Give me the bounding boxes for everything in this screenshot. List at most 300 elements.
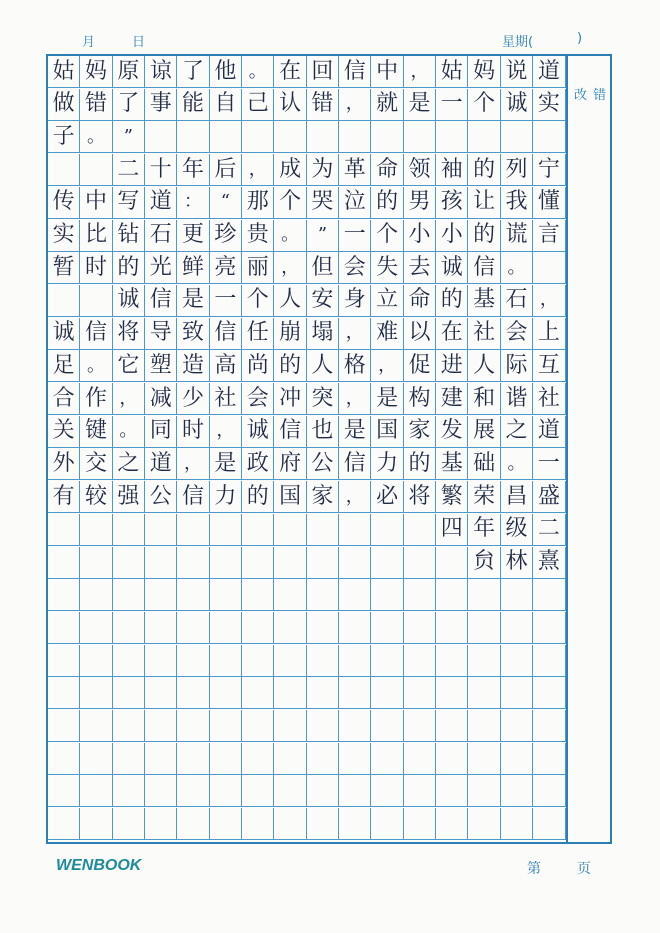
grid-cell: [145, 547, 177, 579]
grid-cell: [80, 285, 112, 317]
grid-cell: 写: [113, 187, 145, 219]
grid-cell: 言: [533, 220, 565, 252]
grid-cell: 一: [210, 285, 242, 317]
grid-cell: [145, 677, 177, 709]
grid-cell: [210, 775, 242, 807]
grid-cell: 谎: [501, 220, 533, 252]
grid-cell: 钻: [113, 220, 145, 252]
grid-cell: 是: [177, 285, 209, 317]
grid-row: [48, 481, 566, 513]
grid-cell: [371, 121, 403, 153]
grid-cell: 力: [210, 481, 242, 513]
grid-cell: [80, 579, 112, 611]
grid-cell: 孩: [436, 187, 468, 219]
grid-cell: 进: [436, 350, 468, 382]
grid-cell: 少: [177, 383, 209, 415]
grid-row: [48, 743, 566, 775]
page-suffix: 页: [577, 861, 591, 877]
grid-cell: 国: [274, 481, 306, 513]
grid-cell: 基: [468, 285, 500, 317]
grid-cell: [404, 743, 436, 775]
grid-cell: [80, 808, 112, 840]
grid-cell: [242, 808, 274, 840]
grid-row: [48, 448, 566, 480]
grid-cell: 石: [145, 220, 177, 252]
grid-cell: 人: [274, 285, 306, 317]
grid-cell: 实: [533, 89, 565, 121]
grid-cell: 男: [404, 187, 436, 219]
grid-cell: [210, 579, 242, 611]
grid-cell: “: [210, 187, 242, 219]
grid-cell: ，: [339, 89, 371, 121]
grid-cell: 个: [468, 89, 500, 121]
grid-cell: [113, 579, 145, 611]
grid-cell: [371, 579, 403, 611]
grid-cell: [48, 645, 80, 677]
grid-cell: [533, 710, 565, 742]
grid-cell: 诚: [113, 285, 145, 317]
grid-cell: 信: [80, 318, 112, 350]
grid-cell: [210, 547, 242, 579]
correction-label: 改 错: [574, 88, 608, 103]
grid-cell: 会: [501, 318, 533, 350]
grid-cell: [48, 285, 80, 317]
grid-cell: 荣: [468, 481, 500, 513]
grid-row: [48, 808, 566, 840]
grid-cell: [533, 579, 565, 611]
grid-cell: 。: [274, 220, 306, 252]
grid-cell: 互: [533, 350, 565, 382]
grid-cell: 中: [80, 187, 112, 219]
grid-cell: 事: [145, 89, 177, 121]
grid-cell: [436, 808, 468, 840]
grid-cell: [307, 775, 339, 807]
grid-cell: 之: [113, 448, 145, 480]
grid-cell: 信: [468, 252, 500, 284]
grid-cell: 安: [307, 285, 339, 317]
grid-cell: ，: [339, 318, 371, 350]
grid-cell: 姑: [48, 56, 80, 88]
grid-cell: 繁: [436, 481, 468, 513]
grid-cell: 将: [404, 481, 436, 513]
grid-cell: [145, 121, 177, 153]
grid-cell: [145, 514, 177, 546]
grid-cell: [339, 612, 371, 644]
grid-cell: [177, 547, 209, 579]
grid-cell: 小: [404, 220, 436, 252]
grid-row: [48, 645, 566, 677]
grid-row: [48, 318, 566, 350]
grid-cell: 在: [274, 56, 306, 88]
grid-cell: [501, 808, 533, 840]
grid-cell: [145, 645, 177, 677]
grid-cell: [145, 710, 177, 742]
grid-cell: [274, 514, 306, 546]
grid-cell: 道: [533, 56, 565, 88]
grid-cell: 府: [274, 448, 306, 480]
grid-cell: [274, 775, 306, 807]
grid-cell: [113, 514, 145, 546]
grid-cell: [371, 710, 403, 742]
grid-cell: 力: [371, 448, 403, 480]
grid-cell: 鲜: [177, 252, 209, 284]
grid-cell: [404, 547, 436, 579]
grid-row: [48, 154, 566, 186]
grid-cell: 发: [436, 416, 468, 448]
grid-cell: 作: [80, 383, 112, 415]
grid-cell: 盛: [533, 481, 565, 513]
grid-cell: [210, 645, 242, 677]
grid-cell: 己: [242, 89, 274, 121]
grid-cell: [404, 775, 436, 807]
grid-cell: 是: [339, 416, 371, 448]
grid-cell: 同: [145, 416, 177, 448]
grid-cell: [48, 154, 80, 186]
grid-cell: 珍: [210, 220, 242, 252]
grid-cell: 贠: [468, 547, 500, 579]
grid-cell: [339, 743, 371, 775]
grid-cell: 任: [242, 318, 274, 350]
grid-cell: 上: [533, 318, 565, 350]
page-prefix: 第: [527, 861, 541, 877]
grid-row: [48, 710, 566, 742]
grid-cell: 以: [404, 318, 436, 350]
grid-cell: 传: [48, 187, 80, 219]
grid-cell: 冲: [274, 383, 306, 415]
grid-cell: [404, 579, 436, 611]
grid-cell: 诚: [501, 89, 533, 121]
grid-cell: 展: [468, 416, 500, 448]
grid-cell: ，: [533, 285, 565, 317]
grid-cell: [371, 514, 403, 546]
grid-cell: 导: [145, 318, 177, 350]
grid-cell: 了: [113, 89, 145, 121]
grid-cell: [113, 547, 145, 579]
grid-cell: 诚: [48, 318, 80, 350]
grid-cell: 年: [468, 514, 500, 546]
grid-cell: 立: [371, 285, 403, 317]
grid-cell: [468, 775, 500, 807]
grid-row: [48, 677, 566, 709]
grid-cell: [468, 710, 500, 742]
grid-cell: 姑: [436, 56, 468, 88]
grid-cell: 道: [533, 416, 565, 448]
grid-cell: [210, 808, 242, 840]
grid-cell: 促: [404, 350, 436, 382]
grid-row: [48, 285, 566, 317]
grid-cell: [501, 775, 533, 807]
grid-cell: [307, 710, 339, 742]
grid-cell: [274, 121, 306, 153]
grid-row: [48, 252, 566, 284]
grid-cell: 交: [80, 448, 112, 480]
grid-cell: 那: [242, 187, 274, 219]
grid-cell: 是: [210, 448, 242, 480]
grid-cell: ，: [404, 56, 436, 88]
grid-cell: 诚: [436, 252, 468, 284]
grid-cell: 有: [48, 481, 80, 513]
grid-cell: 二: [533, 514, 565, 546]
grid-cell: [177, 677, 209, 709]
grid-cell: 身: [339, 285, 371, 317]
grid-row: [48, 514, 566, 546]
grid-cell: 后: [210, 154, 242, 186]
grid-cell: 一: [339, 220, 371, 252]
grid-cell: [274, 579, 306, 611]
grid-cell: [242, 710, 274, 742]
grid-cell: 它: [113, 350, 145, 382]
grid-cell: 。: [501, 448, 533, 480]
grid-cell: 一: [533, 448, 565, 480]
grid-cell: 和: [468, 383, 500, 415]
grid-cell: 十: [145, 154, 177, 186]
grid-cell: 原: [113, 56, 145, 88]
grid-cell: [145, 775, 177, 807]
grid-row: [48, 416, 566, 448]
grid-cell: [274, 808, 306, 840]
grid-cell: 妈: [80, 56, 112, 88]
grid-cell: [533, 677, 565, 709]
grid-cell: 尚: [242, 350, 274, 382]
grid-cell: [371, 775, 403, 807]
grid-cell: 成: [274, 154, 306, 186]
grid-cell: 个: [371, 220, 403, 252]
grid-cell: [339, 710, 371, 742]
grid-cell: 。: [80, 350, 112, 382]
grid-cell: 妈: [468, 56, 500, 88]
grid-cell: [371, 677, 403, 709]
month-label: 月: [82, 35, 96, 50]
grid-cell: 昌: [501, 481, 533, 513]
grid-cell: [145, 579, 177, 611]
grid-cell: [177, 579, 209, 611]
grid-cell: [242, 775, 274, 807]
grid-cell: [468, 677, 500, 709]
grid-cell: 构: [404, 383, 436, 415]
grid-cell: 公: [145, 481, 177, 513]
grid-cell: 较: [80, 481, 112, 513]
grid-cell: [274, 677, 306, 709]
grid-cell: [501, 645, 533, 677]
grid-cell: [404, 645, 436, 677]
grid-cell: 贵: [242, 220, 274, 252]
grid-cell: [113, 612, 145, 644]
grid-cell: [339, 808, 371, 840]
grid-cell: [113, 645, 145, 677]
grid-cell: 的: [242, 481, 274, 513]
grid-cell: 命: [404, 285, 436, 317]
grid-cell: [242, 547, 274, 579]
grid-cell: 就: [371, 89, 403, 121]
grid-cell: [210, 677, 242, 709]
grid-cell: 家: [404, 416, 436, 448]
grid-cell: 外: [48, 448, 80, 480]
grid-cell: [177, 743, 209, 775]
grid-cell: 懂: [533, 187, 565, 219]
page-header: [0, 31, 660, 53]
grid-cell: 哭: [307, 187, 339, 219]
grid-cell: ，: [242, 154, 274, 186]
grid-cell: [533, 252, 565, 284]
grid-cell: 减: [145, 383, 177, 415]
grid-cell: 泣: [339, 187, 371, 219]
grid-cell: 错: [307, 89, 339, 121]
grid-cell: 时: [177, 416, 209, 448]
grid-cell: ”: [113, 121, 145, 153]
grid-cell: 合: [48, 383, 80, 415]
grid-cell: [80, 612, 112, 644]
grid-cell: ，: [339, 383, 371, 415]
grid-row: [48, 89, 566, 121]
grid-cell: 小: [436, 220, 468, 252]
grid-cell: 关: [48, 416, 80, 448]
grid-cell: [468, 121, 500, 153]
grid-cell: 更: [177, 220, 209, 252]
grid-cell: 说: [501, 56, 533, 88]
grid-cell: 造: [177, 350, 209, 382]
grid-cell: 的: [468, 154, 500, 186]
grid-cell: 格: [339, 350, 371, 382]
grid-cell: [48, 743, 80, 775]
grid-cell: 石: [501, 285, 533, 317]
grid-cell: [533, 775, 565, 807]
grid-cell: 个: [242, 285, 274, 317]
brand-logo: WENBOOK: [56, 857, 142, 874]
grid-cell: 会: [242, 383, 274, 415]
grid-cell: [80, 775, 112, 807]
grid-cell: [307, 743, 339, 775]
grid-cell: [210, 514, 242, 546]
grid-cell: [307, 547, 339, 579]
grid-cell: 认: [274, 89, 306, 121]
grid-cell: [48, 547, 80, 579]
grid-cell: 领: [404, 154, 436, 186]
correction-margin: [566, 56, 610, 842]
grid-cell: ，: [210, 416, 242, 448]
day-label: 日: [132, 35, 146, 50]
grid-cell: ，: [113, 383, 145, 415]
grid-cell: 一: [436, 89, 468, 121]
grid-cell: 列: [501, 154, 533, 186]
grid-cell: [242, 121, 274, 153]
grid-cell: [468, 808, 500, 840]
grid-cell: 致: [177, 318, 209, 350]
grid-cell: ，: [339, 481, 371, 513]
grid-cell: 基: [436, 448, 468, 480]
grid-cell: 塑: [145, 350, 177, 382]
grid-cell: [501, 677, 533, 709]
grid-cell: 命: [371, 154, 403, 186]
grid-cell: [210, 121, 242, 153]
grid-cell: 础: [468, 448, 500, 480]
grid-cell: [177, 808, 209, 840]
grid-cell: 谅: [145, 56, 177, 88]
grid-cell: 比: [80, 220, 112, 252]
grid-cell: [371, 645, 403, 677]
grid-cell: [501, 579, 533, 611]
grid-cell: 政: [242, 448, 274, 480]
grid-cell: [339, 121, 371, 153]
grid-cell: 年: [177, 154, 209, 186]
grid-cell: [80, 514, 112, 546]
grid-cell: 足: [48, 350, 80, 382]
grid-cell: ，: [177, 448, 209, 480]
grid-cell: 道: [145, 187, 177, 219]
grid-cell: [80, 645, 112, 677]
grid-cell: [436, 743, 468, 775]
grid-cell: [177, 612, 209, 644]
grid-cell: 是: [404, 89, 436, 121]
grid-cell: 是: [371, 383, 403, 415]
grid-cell: [404, 121, 436, 153]
grid-cell: 失: [371, 252, 403, 284]
grid-cell: [307, 645, 339, 677]
grid-cell: 信: [339, 448, 371, 480]
grid-cell: [533, 808, 565, 840]
grid-cell: [48, 808, 80, 840]
grid-cell: 信: [145, 285, 177, 317]
grid-cell: 了: [177, 56, 209, 88]
grid-cell: 亮: [210, 252, 242, 284]
grid-cell: [177, 514, 209, 546]
grid-cell: [48, 710, 80, 742]
grid-cell: [48, 612, 80, 644]
grid-cell: 国: [371, 416, 403, 448]
grid-cell: 。: [242, 56, 274, 88]
grid-cell: 必: [371, 481, 403, 513]
grid-cell: 社: [533, 383, 565, 415]
grid-cell: [339, 547, 371, 579]
grid-cell: [242, 612, 274, 644]
grid-cell: [242, 677, 274, 709]
grid-cell: [210, 743, 242, 775]
grid-cell: [177, 645, 209, 677]
grid-cell: [501, 121, 533, 153]
grid-cell: [436, 645, 468, 677]
grid-row: [48, 775, 566, 807]
grid-cell: [274, 645, 306, 677]
grid-cell: 子: [48, 121, 80, 153]
grid-cell: [48, 775, 80, 807]
grid-cell: 革: [339, 154, 371, 186]
grid-cell: [80, 710, 112, 742]
grid-cell: 熹: [533, 547, 565, 579]
grid-cell: [307, 121, 339, 153]
grid-cell: 他: [210, 56, 242, 88]
grid-cell: [371, 547, 403, 579]
grid-cell: 丽: [242, 252, 274, 284]
grid-cell: [404, 710, 436, 742]
grid-cell: 四: [436, 514, 468, 546]
grid-cell: 也: [307, 416, 339, 448]
grid-cell: 。: [113, 416, 145, 448]
grid-cell: [339, 677, 371, 709]
grid-cell: 的: [468, 220, 500, 252]
grid-cell: 级: [501, 514, 533, 546]
grid-cell: [80, 154, 112, 186]
grid-row: [48, 579, 566, 611]
grid-cell: 崩: [274, 318, 306, 350]
grid-cell: 难: [371, 318, 403, 350]
grid-cell: [501, 743, 533, 775]
grid-row: [48, 56, 566, 88]
grid-cell: 二: [113, 154, 145, 186]
grid-cell: [436, 677, 468, 709]
weekday-close: ): [577, 31, 583, 46]
grid-cell: [436, 612, 468, 644]
grid-cell: 个: [274, 187, 306, 219]
grid-cell: 的: [113, 252, 145, 284]
